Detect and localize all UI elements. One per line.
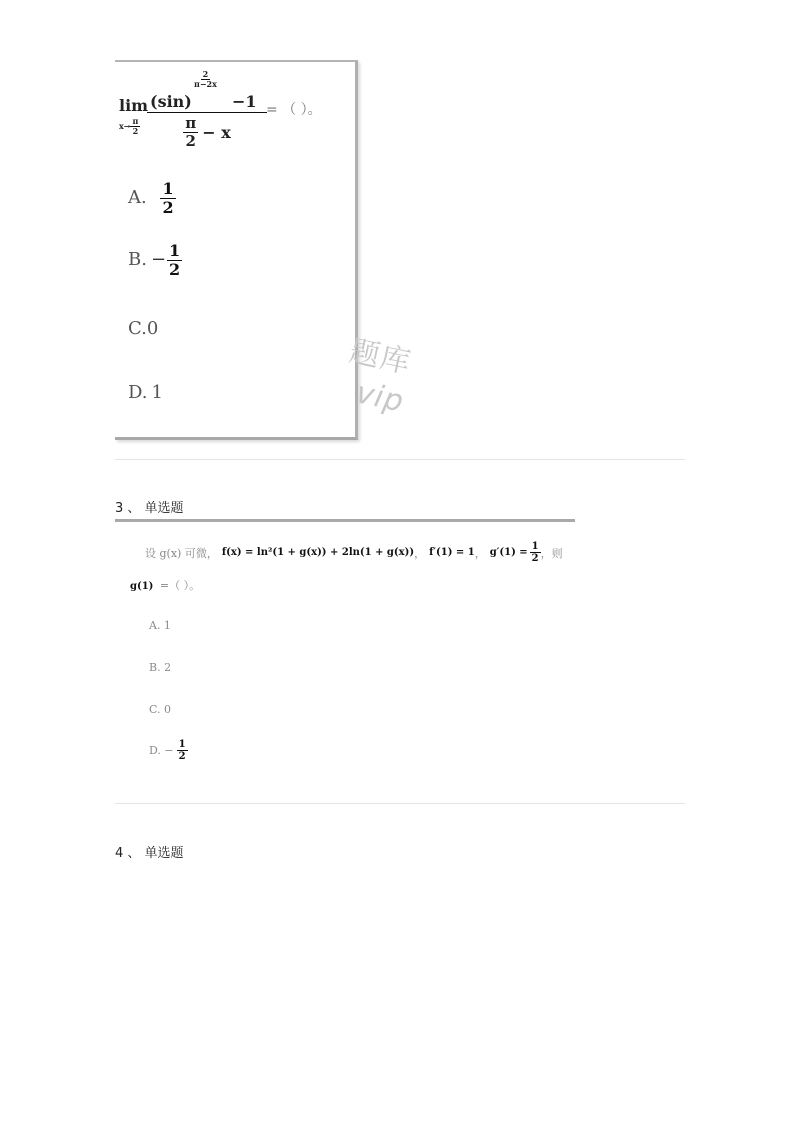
q2-option-d[interactable]: D. 1 bbox=[128, 382, 163, 403]
q3-option-c[interactable]: C. 0 bbox=[149, 703, 172, 716]
q2-option-a[interactable]: A. $\frac{1}{2}$ bbox=[128, 179, 174, 217]
question-3-stem-line2: g(1) =（ ）。 bbox=[130, 579, 201, 592]
q2-option-c[interactable]: C.0 bbox=[128, 318, 159, 339]
question-3-image-border bbox=[115, 519, 575, 522]
q3-option-d[interactable]: D. − $\frac{1}{2}$ bbox=[149, 739, 186, 762]
watermark-vip: vip bbox=[352, 375, 408, 420]
watermark-text: 题库 bbox=[346, 333, 415, 381]
question-3-stem: 设 g(x) 可微， f(x) = ln²(1 + g(x)) + 2ln(1 + g(x)) ， f′(1) = 1 ， g′(1) = $\frac{1}{2}$ ，则 bbox=[145, 541, 563, 564]
exponent-fraction: $\frac{2}{\pi-2x}$ bbox=[194, 69, 217, 89]
q3-option-b[interactable]: B. 2 bbox=[149, 661, 172, 674]
limit-fraction bbox=[147, 69, 257, 150]
limit-word: lim bbox=[119, 96, 149, 115]
limit-subscript: x→ $\frac{\pi}{2}$ bbox=[119, 116, 139, 136]
equals-blank: = （ ）。 bbox=[266, 102, 322, 118]
question-2-image bbox=[115, 60, 358, 440]
question-3-header: 3 、 单选题 bbox=[115, 501, 184, 516]
denominator: $\frac{\pi}{2}$ − x bbox=[185, 114, 231, 150]
sin-base: (sin) bbox=[150, 92, 192, 111]
minus-one: −1 bbox=[232, 92, 257, 111]
divider bbox=[115, 803, 685, 804]
divider bbox=[115, 459, 685, 460]
q3-option-a[interactable]: A. 1 bbox=[149, 619, 171, 632]
question-4-header: 4 、 单选题 bbox=[115, 846, 184, 861]
q2-option-b[interactable]: B. − $\frac{1}{2}$ bbox=[128, 241, 181, 279]
